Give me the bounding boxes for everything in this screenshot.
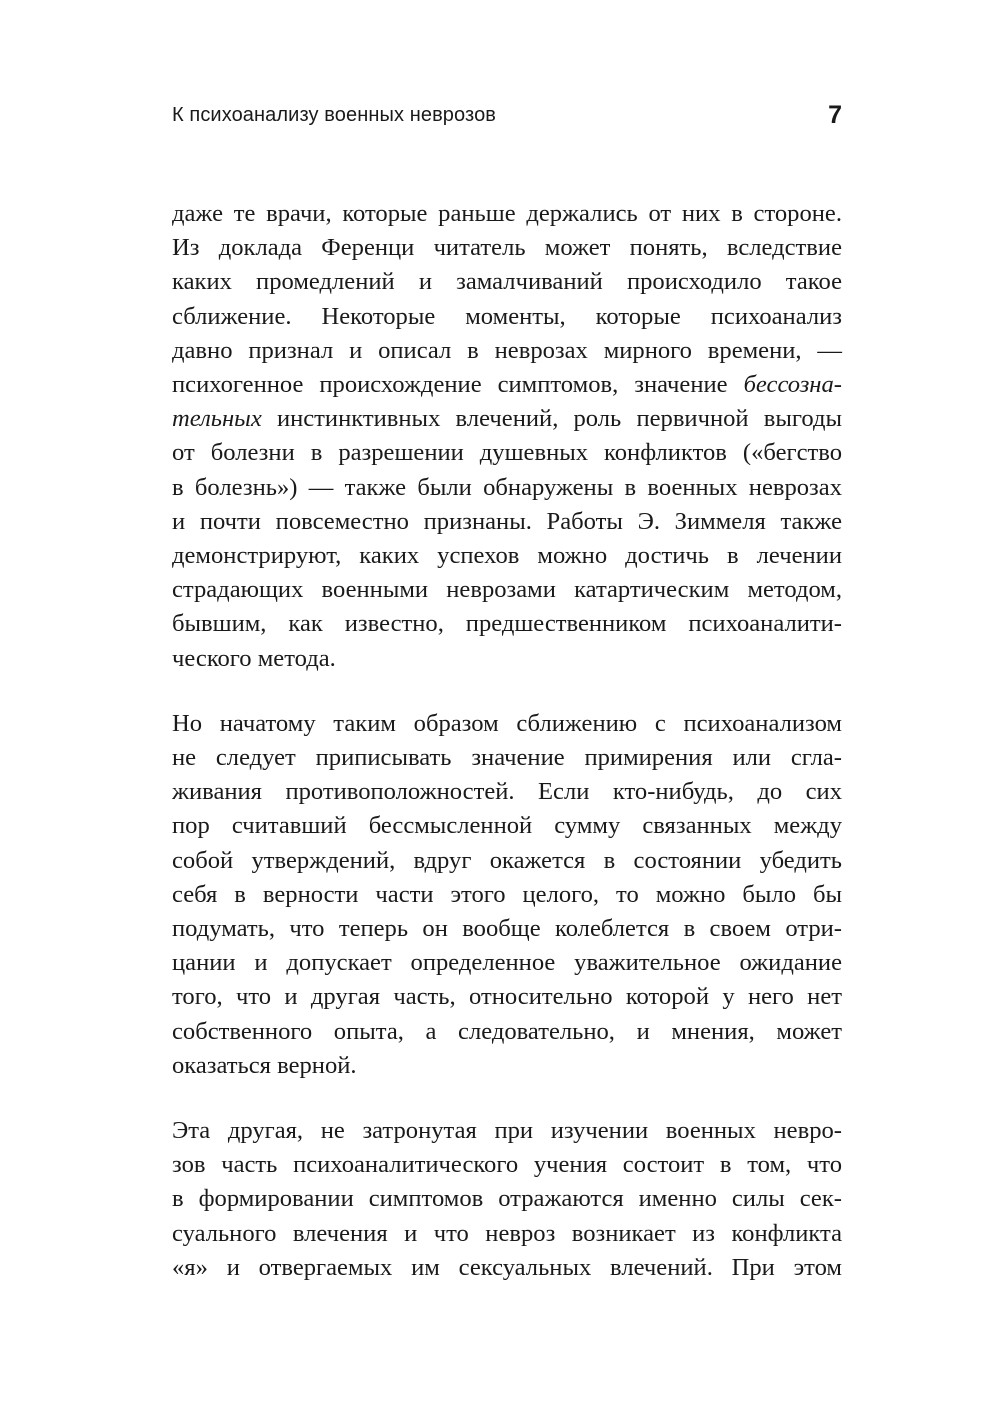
paragraph-2 — [172, 707, 842, 1083]
italic-text: тельных — [172, 405, 262, 433]
text-line: оказаться верной. — [172, 1051, 357, 1079]
text-line: каких промедлений и замалчиваний происходило такое — [172, 268, 842, 296]
text-line: суального влечения и что невроз возникает из конфликта — [172, 1219, 842, 1247]
body-text — [172, 197, 842, 1316]
text-line: психогенное происхождение симптомов, значение бессозна- — [172, 371, 842, 399]
text-line: и почти повсеместно признаны. Работы Э. Зиммеля также — [172, 507, 842, 535]
text-line: в болезнь») — также были обнаружены в военных неврозах — [172, 473, 842, 501]
text-line: живания противоположностей. Если кто-нибудь, до сих — [172, 778, 842, 806]
page-number: 7 — [828, 101, 842, 129]
italic-text: бессозна- — [743, 371, 842, 399]
text-line: Но начатому таким образом сближению с психоанализом — [172, 709, 842, 737]
text-line: не следует приписывать значение примирения или сгла- — [172, 744, 842, 772]
running-head: К психоанализу военных неврозов — [172, 104, 497, 126]
text-line: демонстрируют, каких успехов можно достичь в лечении — [172, 542, 842, 570]
text-line: пор считавший бессмысленной сумму связанных между — [172, 812, 842, 840]
text-line: даже те врачи, которые раньше держались от них в стороне. — [172, 200, 842, 227]
text-line: сближение. Некоторые моменты, которые психоанализ — [172, 302, 842, 330]
text-line: бывшим, как известно, предшественником психоаналити- — [172, 610, 842, 638]
text-line: собственного опыта, а следовательно, и мнения, может — [172, 1017, 842, 1045]
paragraph-1 — [172, 197, 842, 676]
text-line: ческого метода. — [172, 644, 336, 672]
text-line: Из доклада Ференци читатель может понять, вследствие — [172, 234, 842, 262]
text-line: зов часть психоаналитического учения состоит в том, что — [172, 1151, 842, 1179]
text-line: подумать, что теперь он вообще колеблется в своем отри- — [172, 915, 842, 943]
text-line: Эта другая, не затронутая при изучении военных невро- — [172, 1117, 842, 1145]
paragraph-3 — [172, 1114, 842, 1285]
text-line: «я» и отвергаемых им сексуальных влечений. При этом — [172, 1253, 842, 1281]
text-line: цании и допускает определенное уважительное ожидание — [172, 949, 842, 977]
text-line: от болезни в разрешении душевных конфликтов («бегство — [172, 439, 842, 467]
text-line: давно признал и описал в неврозах мирного времени, — — [172, 336, 842, 364]
text-line: того, что и другая часть, относительно которой у него нет — [172, 983, 842, 1011]
text-line: себя в верности части этого целого, то можно было бы — [172, 880, 842, 908]
text-line: собой утверждений, вдруг окажется в состоянии убедить — [172, 846, 842, 874]
text-line: тельных инстинктивных влечений, роль первичной выгоды — [172, 405, 842, 433]
text-line: в формировании симптомов отражаются именно силы сек- — [172, 1185, 842, 1213]
text-line: страдающих военными неврозами катартическим методом, — [172, 576, 842, 604]
